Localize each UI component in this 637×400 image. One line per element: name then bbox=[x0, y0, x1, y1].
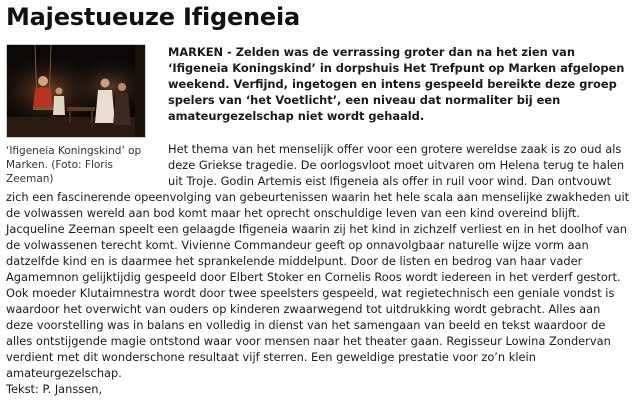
article-body: Het thema van het menselijk offer voor een grotere wereldse zaak is zo oud als deze Griekse tragedie. De oorlogsvloot moet uitvaren om Helena terug te halen uit Troje. Godin Artemis eist Ifigeneia als offer in ruil voor wind. Dan ontvouwt zich een fascinerende opeenvolging van gebeurtenissen waarin het hele scala aan menselijke zwakheden uit de volwassen wereld aan bod komt maar het oprecht onschuldige leven van een kind overeind blijft. Jacqueline Zeeman speelt een gelaagde Ifigeneia waarin zij het kind in zichzelf verliest en in het doolhof van de volwassenen terecht komt. Vivienne Commandeur geeft op onnavolgbaar naturelle wijze vorm aan datzelfde kind en is daarmee het sprankelende middelpunt. Door de listen en bedrog van haar vader Agamemnon gelijktijdig gespeeld door Elbert Stoker en Cornelis Roos wordt iedereen in het verderf gestort. Ook moeder Klutaimnestra wordt door twee speelsters gespeeld, wat regietechnisch een geniale vondst is waardoor het overwicht van ouders op kinderen zwaarwegend tot uitdrukking wordt gebracht. Alles aan deze voorstelling was in balans en volledig in dienst van het samengaan van beeld en tekst waardoor de alles ontstijgende magie ontstond waar voor mensen naar het theater gaan. Regisseur Lowina Zondervan verdient met dit wonderschone resultaat vijf sterren. Een geweldige prestatie voor zo’n klein amateurgezelschap. bbox=[6, 142, 630, 380]
stage-photo[interactable] bbox=[6, 44, 146, 138]
photo-figure bbox=[6, 44, 158, 186]
article-lede: MARKEN - Zelden was de verrassing groter dan na het zien van ‘Ifigeneia Koningskind’ in dorpshuis Het Trefpunt op Marken afgelopen weekend. Verfijnd, ingetogen en intens gespeeld bereikte deze groep spelers van ‘het Voetlicht’, een niveau dat normaliter bij een amateurgezelschap niet wordt gehaald. bbox=[168, 45, 625, 123]
article-credit: Tekst: P. Janssen, bbox=[6, 382, 103, 396]
stage-photo-image bbox=[7, 45, 145, 137]
article-title: Majestueuze Ifigeneia bbox=[6, 3, 301, 31]
photo-caption: ‘Ifigeneia Koningskind’ op Marken. (Foto: Floris Zeeman) bbox=[6, 145, 142, 185]
article bbox=[6, 2, 631, 397]
